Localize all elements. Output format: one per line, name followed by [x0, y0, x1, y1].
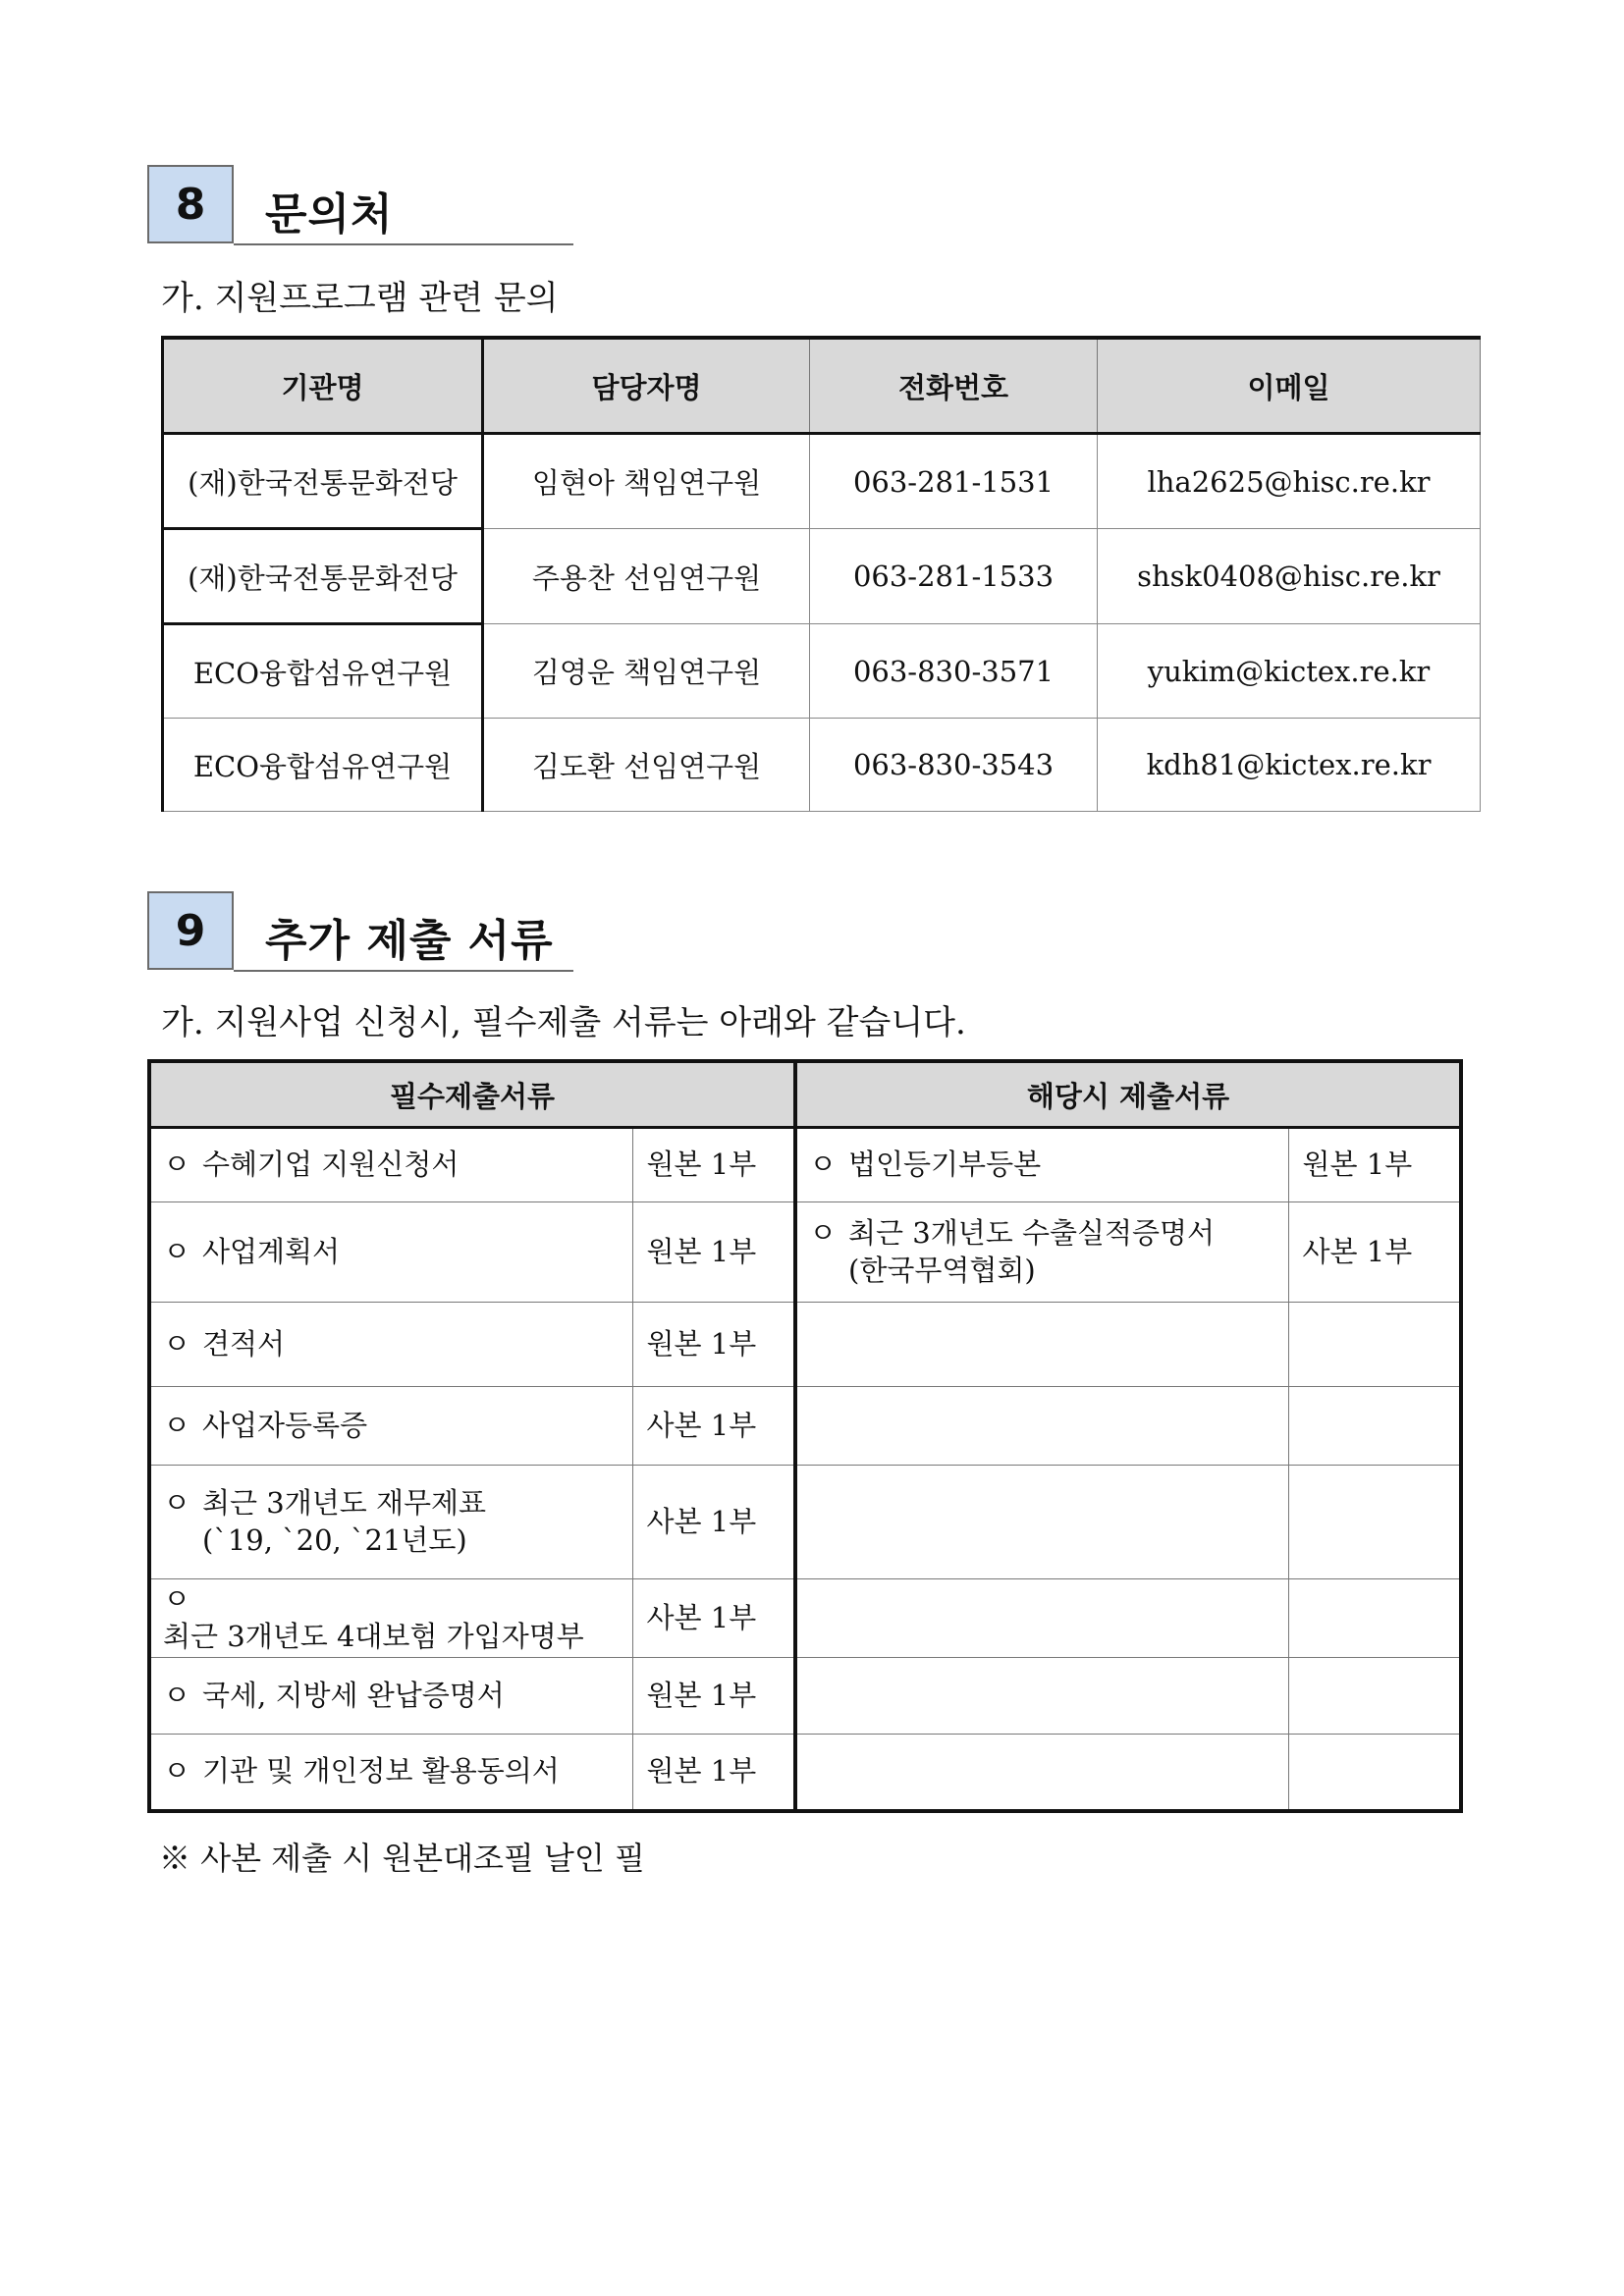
org-cell: (재)한국전통문화전당 — [163, 529, 483, 624]
bullet-icon: ㅇ — [163, 1678, 191, 1712]
copy-type-cell: 원본 1부 — [632, 1735, 795, 1811]
email-cell: shsk0408@hisc.re.kr — [1098, 529, 1481, 624]
document-cell — [795, 1735, 1288, 1811]
contact-table — [161, 336, 1481, 812]
copy-type-cell — [1288, 1658, 1461, 1735]
bullet-icon: ㅇ — [809, 1215, 838, 1250]
document-cell — [795, 1202, 1288, 1303]
table-row — [163, 719, 1481, 812]
document-cell — [149, 1579, 632, 1658]
table-row — [163, 529, 1481, 624]
column-header: 필수제출서류 — [149, 1061, 795, 1128]
document-name-detail: (한국무역협회) — [848, 1253, 1036, 1287]
document-name: 사업자등록증 — [202, 1408, 368, 1442]
table-row — [149, 1579, 1461, 1658]
org-cell: ECO융합섬유연구원 — [163, 719, 483, 812]
column-header: 기관명 — [163, 338, 483, 434]
document-name: 국세, 지방세 완납증명서 — [202, 1678, 505, 1712]
bullet-icon: ㅇ — [163, 1148, 191, 1182]
document-name: 기관 및 개인정보 활용동의서 — [202, 1753, 560, 1788]
copy-type-cell — [1288, 1735, 1461, 1811]
copy-type-cell: 원본 1부 — [1288, 1128, 1461, 1202]
document-cell — [795, 1579, 1288, 1658]
bullet-icon: ㅇ — [163, 1581, 191, 1616]
copy-type-cell: 원본 1부 — [632, 1202, 795, 1303]
document-name: 견적서 — [202, 1326, 286, 1361]
document-cell — [795, 1387, 1288, 1466]
document-cell — [149, 1303, 632, 1387]
table-row — [149, 1735, 1461, 1811]
column-header: 전화번호 — [810, 338, 1098, 434]
contact-name-cell: 임현아 책임연구원 — [483, 434, 810, 529]
phone-cell: 063-830-3543 — [810, 719, 1098, 812]
email-cell: yukim@kictex.re.kr — [1098, 624, 1481, 719]
table-row — [163, 624, 1481, 719]
phone-cell: 063-281-1531 — [810, 434, 1098, 529]
bullet-icon: ㅇ — [809, 1148, 838, 1182]
document-name: 사업계획서 — [202, 1234, 341, 1268]
document-cell — [795, 1303, 1288, 1387]
contact-name-cell: 김영운 책임연구원 — [483, 624, 810, 719]
bullet-icon: ㅇ — [163, 1326, 191, 1361]
table-header-row — [163, 338, 1481, 434]
note: ※ 사본 제출 시 원본대조필 날인 필 — [159, 1840, 645, 1877]
section-9-heading — [147, 891, 573, 972]
column-header: 담당자명 — [483, 338, 810, 434]
table-row — [149, 1303, 1461, 1387]
section-8-heading — [147, 165, 573, 245]
document-cell — [149, 1202, 632, 1303]
contact-name-cell: 주용찬 선임연구원 — [483, 529, 810, 624]
table-row — [163, 434, 1481, 529]
copy-type-cell: 원본 1부 — [632, 1658, 795, 1735]
document-cell — [795, 1466, 1288, 1579]
copy-type-cell: 사본 1부 — [1288, 1202, 1461, 1303]
document-name: 법인등기부등본 — [848, 1148, 1042, 1182]
email-cell: kdh81@kictex.re.kr — [1098, 719, 1481, 812]
copy-type-cell: 사본 1부 — [632, 1387, 795, 1466]
phone-cell: 063-830-3571 — [810, 624, 1098, 719]
contact-name-cell: 김도환 선임연구원 — [483, 719, 810, 812]
document-name: 최근 3개년도 수출실적증명서 — [848, 1215, 1216, 1250]
document-cell — [795, 1128, 1288, 1202]
column-header: 이메일 — [1098, 338, 1481, 434]
copy-type-cell: 원본 1부 — [632, 1303, 795, 1387]
document-name: 수혜기업 지원신청서 — [202, 1148, 460, 1182]
table-row — [149, 1658, 1461, 1735]
bullet-icon: ㅇ — [163, 1234, 191, 1268]
section-title: 문의처 — [265, 189, 394, 240]
copy-type-cell — [1288, 1579, 1461, 1658]
document-name: 최근 3개년도 재무제표 — [202, 1485, 487, 1520]
section-title: 추가 제출 서류 — [265, 916, 554, 966]
bullet-icon: ㅇ — [163, 1753, 191, 1788]
copy-type-cell — [1288, 1387, 1461, 1466]
document-name: 최근 3개년도 4대보험 가입자명부 — [163, 1619, 584, 1653]
column-header: 해당시 제출서류 — [795, 1061, 1461, 1128]
document-cell — [149, 1658, 632, 1735]
document-name-detail: (`19, `20, `21년도) — [202, 1522, 467, 1557]
documents-table — [147, 1059, 1463, 1813]
table-row — [149, 1387, 1461, 1466]
table-row — [149, 1202, 1461, 1303]
copy-type-cell — [1288, 1466, 1461, 1579]
document-cell — [149, 1466, 632, 1579]
section-number: 9 — [147, 891, 234, 970]
phone-cell: 063-281-1533 — [810, 529, 1098, 624]
org-cell: ECO융합섬유연구원 — [163, 624, 483, 719]
copy-type-cell — [1288, 1303, 1461, 1387]
copy-type-cell: 사본 1부 — [632, 1466, 795, 1579]
document-cell — [149, 1387, 632, 1466]
org-cell: (재)한국전통문화전당 — [163, 434, 483, 529]
document-cell — [149, 1735, 632, 1811]
email-cell: lha2625@hisc.re.kr — [1098, 434, 1481, 529]
copy-type-cell: 사본 1부 — [632, 1579, 795, 1658]
table-row — [149, 1466, 1461, 1579]
section-number: 8 — [147, 165, 234, 243]
contact-subheading: 가. 지원프로그램 관련 문의 — [161, 279, 559, 318]
bullet-icon: ㅇ — [163, 1485, 191, 1520]
document-cell — [149, 1128, 632, 1202]
bullet-icon: ㅇ — [163, 1408, 191, 1442]
table-row — [149, 1128, 1461, 1202]
table-header-row — [149, 1061, 1461, 1128]
copy-type-cell: 원본 1부 — [632, 1128, 795, 1202]
document-cell — [795, 1658, 1288, 1735]
documents-subheading: 가. 지원사업 신청시, 필수제출 서류는 아래와 같습니다. — [161, 1003, 966, 1042]
